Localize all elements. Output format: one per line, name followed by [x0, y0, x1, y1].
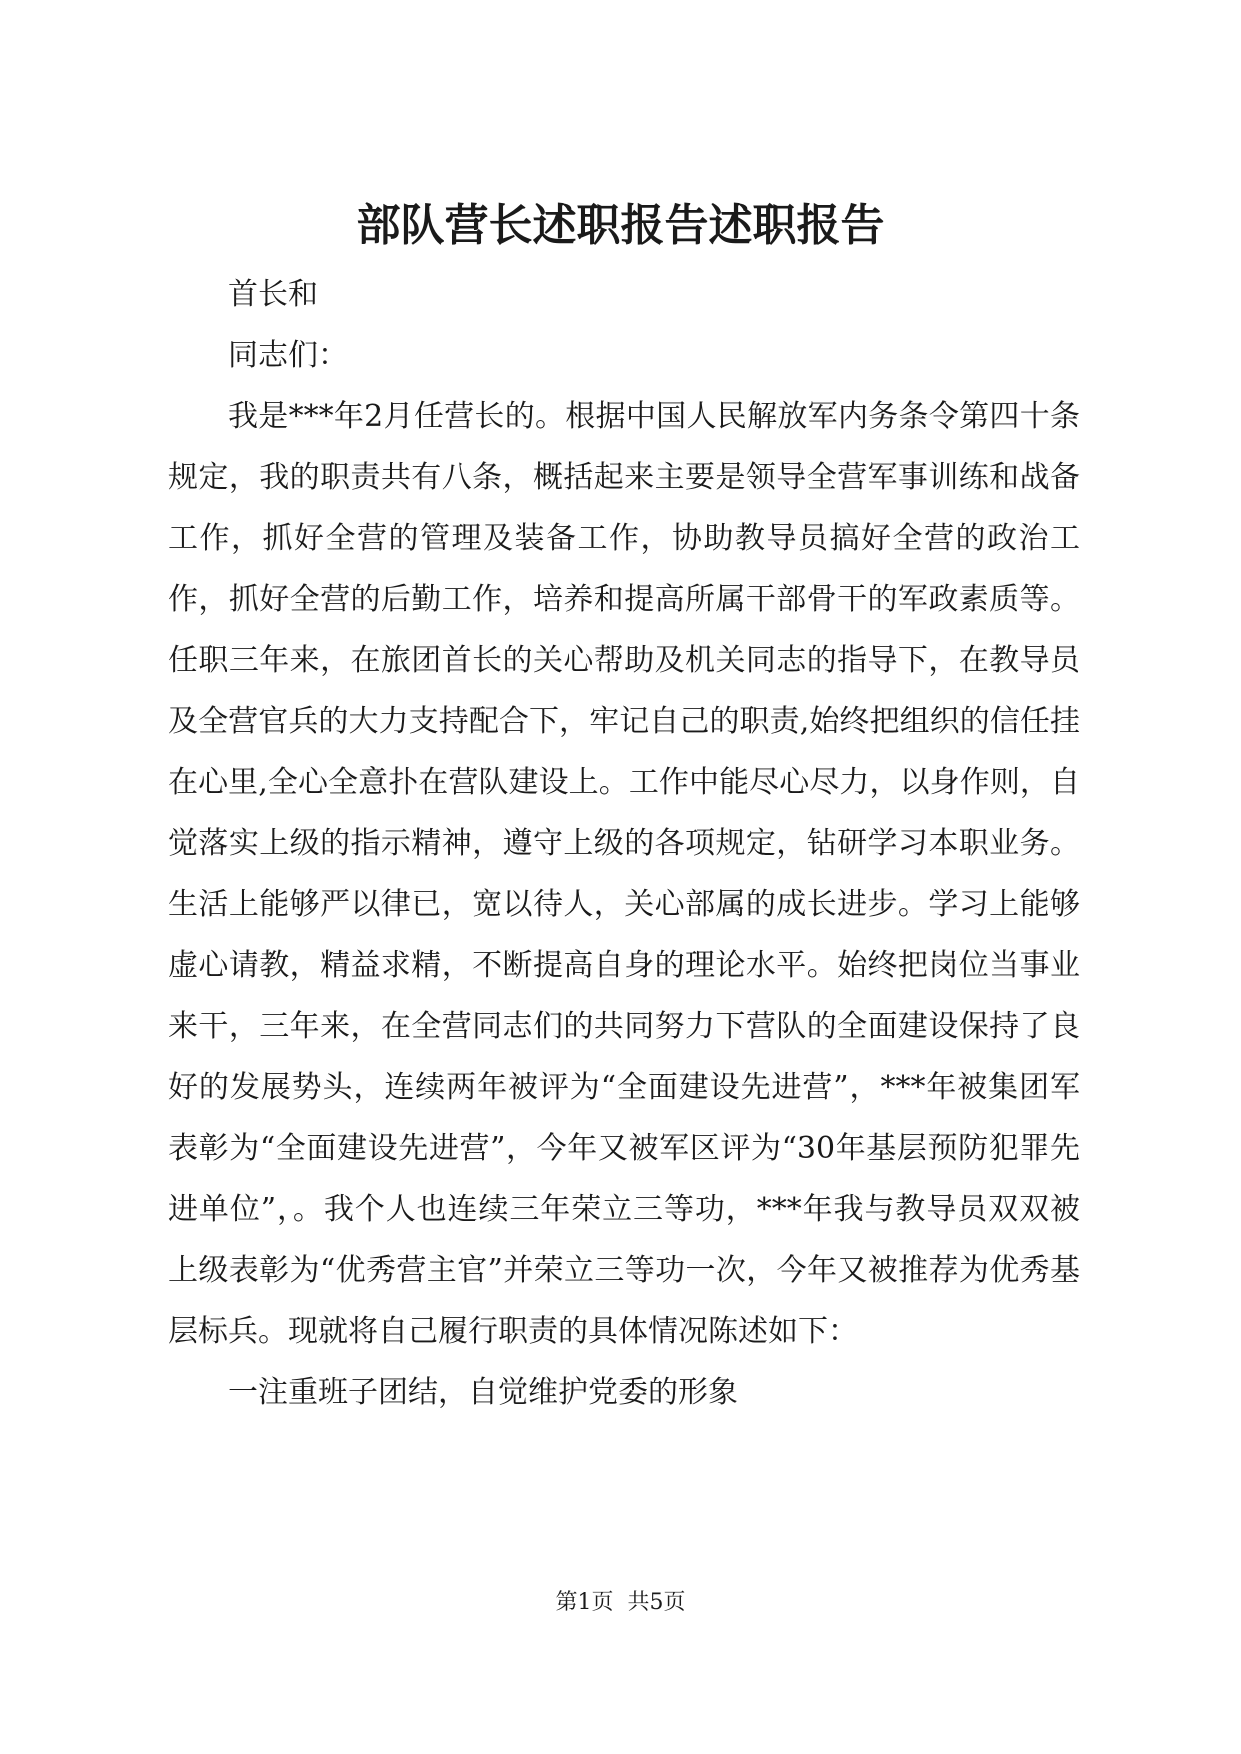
document-title: 部队营长述职报告述职报告: [356, 200, 885, 251]
page-number: 第1页 共5页: [555, 1590, 686, 1615]
salutation-line-2: 同志们：: [228, 338, 348, 373]
section-heading: 一注重班子团结，自觉维护党委的形象: [228, 1375, 738, 1410]
body-paragraph: 我是***年2月任营长的。根据中国人民解放军内务条令第四十条规定，我的职责共有八条，概括起来主要是领导全营军事训练和战备工作，抓好全营的管理及装备工作，协助教导员搞好全营的政治工作，抓好全营的后勤工作，培养和提高所属干部骨干的军政素质等。任职三年来，在旅团首长的关心帮助及机关同志的指导下，在教导员及全营官兵的大力支持配合下，牢记自己的职责,始终把组织的信任挂在心里,全心全意扑在营队建设上。工作中能尽心尽力，以身作则，自觉落实上级的指示精神，遵守上级的各项规定，钻研学习本职业务。生活上能够严以律已，宽以待人，关心部属的成长进步。学习上能够虚心请教，精益求精，不断提高自身的理论水平。始终把岗位当事业来干，三年来，在全营同志们的共同努力下营队的全面建设保持了良好的发展势头，连续两年被评为“全面建设先进营”，***年被集团军表彰为“全面建设先进营”，今年又被军区评为“30年基层预防犯罪先进单位”，。我个人也连续三年荣立三等功，***年我与教导员双双被上级表彰为“优秀营主官”并荣立三等功一次，今年又被推荐为优秀基层标兵。现就将自己履行职责的具体情况陈述如下：: [168, 399, 1080, 1349]
document-body: [168, 264, 1080, 1423]
salutation-line-1: 首长和: [228, 277, 318, 312]
page-footer: [0, 1588, 1241, 1618]
